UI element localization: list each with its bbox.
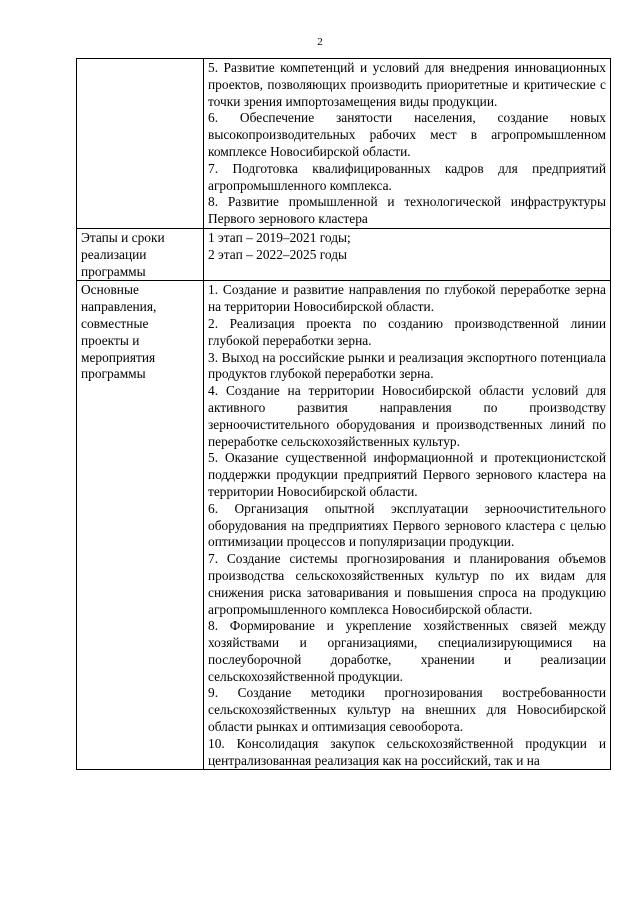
list-item: 2. Реализация проекта по созданию производственной линии глубокой переработки зерна. (208, 315, 606, 348)
list-item: 4. Создание на территории Новосибирской области условий для активного развития направления по производству зерноочистительного оборудования и производственных линий по переработке сельскохозяйственных культур. (208, 383, 606, 449)
list-item: 8. Формирование и укрепление хозяйственных связей между хозяйствами и организациями, специализирующимися на послеуборочной доработке, хранении и реализации сельскохозяйственной продукции. (208, 618, 606, 684)
row-label: Этапы и сроки реализации программы (77, 228, 204, 280)
list-item: 6. Обеспечение занятости населения, создание новых высокопроизводительных рабочих мест в агропромышленном комплексе Новосибирской области. (208, 110, 606, 159)
list-item: 10. Консолидация закупок сельскохозяйственной продукции и централизованная реализация как на российский, так и на (208, 735, 606, 768)
page-number: 2 (317, 36, 323, 48)
stage-item: 1 этап – 2019–2021 годы; (208, 229, 351, 245)
row-content (204, 228, 611, 280)
row-label (77, 59, 204, 229)
list-item: 9. Создание методики прогнозирования востребованности сельскохозяйственных культур на внешних для Новосибирской области рынках и оптимизация севооборота. (208, 685, 606, 735)
list-item: 3. Выход на российские рынки и реализация экспортного потенциала продуктов глубокой переработки зерна. (208, 349, 606, 382)
program-passport-table (76, 58, 611, 770)
table-row-stages (77, 228, 611, 280)
list-item: 5. Оказание существенной информационной и протекционистской поддержки продукции предприятий Первого зернового кластера на территории Новосибирской области. (208, 450, 606, 499)
row-content (204, 59, 611, 229)
list-item: 7. Подготовка квалифицированных кадров для предприятий агропромышленного комплекса. (208, 160, 606, 193)
row-label: Основные направления, совместные проекты и мероприятия программы (77, 281, 204, 770)
row-content (204, 281, 611, 770)
table-row-goals-continued (77, 59, 611, 229)
list-item: 7. Создание системы прогнозирования и планирования объемов производства сельскохозяйственных культур по их видам для снижения риска затоваривания и повышения спроса на продукцию агропромышленного комплекса Новосибирской области. (208, 551, 606, 617)
table-row-directions (77, 281, 611, 770)
list-item: 1. Создание и развитие направления по глубокой переработке зерна на территории Новосибирской области. (208, 282, 606, 315)
list-item: 5. Развитие компетенций и условий для внедрения инновационных проектов, позволяющих производить приоритетные и критические с точки зрения импортозамещения виды продукции. (208, 60, 606, 109)
list-item: 8. Развитие промышленной и технологической инфраструктуры Первого зернового кластера (208, 194, 606, 227)
stage-item: 2 этап – 2022–2025 годы (208, 246, 348, 262)
list-item: 6. Организация опытной эксплуатации зерноочистительного оборудования на предприятиях Первого зернового кластера с целью оптимизации процессов и популяризации продукции. (208, 500, 606, 550)
